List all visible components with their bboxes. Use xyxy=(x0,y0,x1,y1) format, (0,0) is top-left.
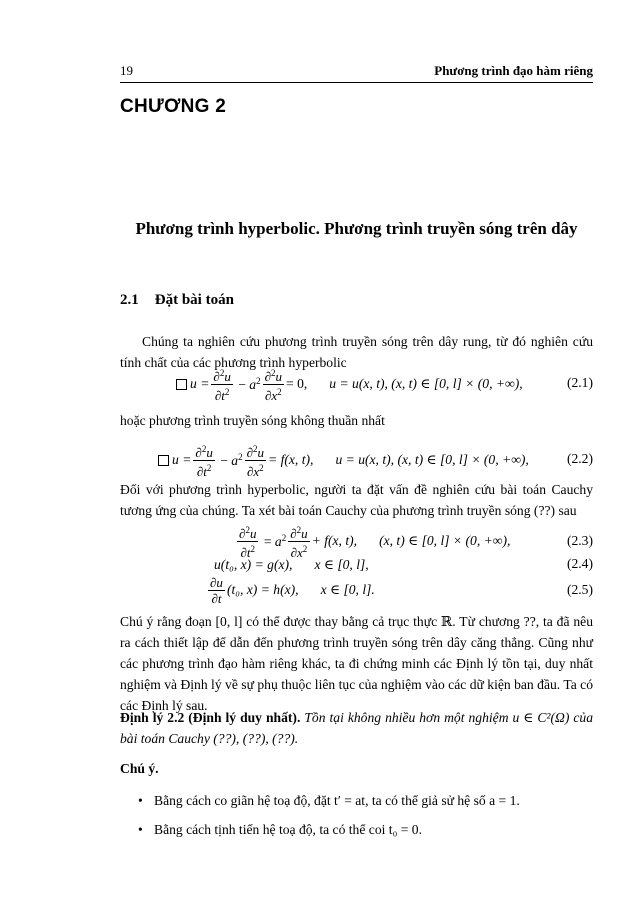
eq-domain: u = u(x, t), (x, t) ∈ [0, l] × (0, +∞), xyxy=(329,376,523,391)
initial-condition-u: u(t₀, x) = g(x), xyxy=(214,557,293,572)
fraction-d2u-dt2: $\frac{\partial^2u}{\partial t^2}$ xyxy=(213,367,231,403)
chapter-title: Phương trình hyperbolic. Phương trình truyền sóng trên dây xyxy=(135,219,578,238)
paragraph-remark: Chú ý rằng đoạn [0, l] có thể được thay bằng cả trục thực ℝ. Từ chương ??, ta đã nêu ra cách thiết lập để dẫn đến phương trình truyền sóng trên dây căng thẳng. Cũng như các phương trình đạo hàm riêng khác, ta đi chứng minh các Định lý tồn tại, duy nhất nghiệm và Định lý về sự phụ thuộc liên tục của nghiệm vào các dữ kiện ban đầu. Ta có các Định lý sau. xyxy=(120,614,593,713)
fraction-d2u-dx2: $\frac{\partial^2u}{\partial x^2}$ xyxy=(246,443,265,479)
paragraph-intro: Chúng ta nghiên cứu phương trình truyền sóng trên dây rung, từ đó nghiên cứu tính chất của các phương trình hyperbolic xyxy=(120,334,593,370)
list-item: • Bằng cách tịnh tiến hệ toạ độ, ta có thể coi t₀ = 0. xyxy=(120,819,593,840)
dalembert-operator-icon xyxy=(176,379,187,390)
theorem-block xyxy=(120,707,593,749)
equation-tag: (2.4) xyxy=(566,556,593,571)
initial-condition-ut: (t₀, x) = h(x), xyxy=(226,582,299,597)
list-item: • Bằng cách co giãn hệ toạ độ, đặt t′ = at, ta có thể giả sử hệ số a = 1. xyxy=(120,790,593,811)
note-list xyxy=(120,782,593,840)
equation-2-5 xyxy=(206,570,375,610)
equation-tag: (2.3) xyxy=(566,533,593,548)
eq-domain: u = u(x, t), (x, t) ∈ [0, l] × (0, +∞), xyxy=(335,452,529,467)
equation-2-3: $\frac{\partial^2u}{\partial t^2}$ = $a^2$ $\frac{\partial^2u}{\partial x^2}$ + f(x, t), (x, t) ∈ [0, l] × (0, +∞), xyxy=(239,524,511,560)
fraction-du-dt: $\frac{\partial u}{\partial t}$ xyxy=(210,574,223,606)
eq-domain: x ∈ [0, l], xyxy=(314,557,369,572)
eq-domain: (x, t) ∈ [0, l] × (0, +∞), xyxy=(379,533,511,548)
page-number: 19 xyxy=(120,63,133,78)
section-heading xyxy=(120,292,234,309)
paragraph-inhomogeneous: hoặc phương trình truyền sóng không thuần nhất xyxy=(120,413,385,428)
equation-tag: (2.5) xyxy=(566,582,593,597)
page-header xyxy=(120,60,593,83)
section-title: Đặt bài toán xyxy=(154,292,234,308)
paragraph-cauchy: Đối với phương trình hyperbolic, người ta đặt vấn đề nghiên cứu bài toán Cauchy tương ứng của chúng. Ta xét bài toán Cauchy của phương trình truyền sóng (??) sau xyxy=(120,482,593,518)
theorem-body: Tồn tại không nhiều hơn một nghiệm u ∈ C²(Ω) của bài toán Cauchy (??), (??), (??). xyxy=(120,710,593,746)
fraction-d2u-dt2: $\frac{\partial^2u}{\partial t^2}$ xyxy=(195,443,213,479)
theorem-heading: Định lý 2.2 (Định lý duy nhất). xyxy=(120,710,301,725)
dalembert-operator-icon xyxy=(158,455,169,466)
eq-rhs: + f(x, t), xyxy=(311,533,358,548)
eq-lhs: u = xyxy=(190,376,210,391)
fraction-d2u-dt2: $\frac{\partial^2u}{\partial t^2}$ xyxy=(239,524,257,560)
equation-tag: (2.1) xyxy=(566,375,593,390)
chapter-label: CHƯƠNG 2 xyxy=(120,96,227,117)
fraction-d2u-dx2: $\frac{\partial^2u}{\partial x^2}$ xyxy=(290,524,308,560)
eq-rhs: = 0, xyxy=(286,376,308,391)
section-number: 2.1 xyxy=(120,292,139,308)
running-title: Phương trình đạo hàm riêng xyxy=(434,63,593,78)
fraction-d2u-dx2: $\frac{\partial^2u}{\partial x^2}$ xyxy=(264,367,283,403)
equation-tag: (2.2) xyxy=(566,451,593,466)
equation-2-2: u = $\frac{\partial^2u}{\partial t^2}$ − $a^2$ $\frac{\partial^2u}{\partial x^2}$ = f(x, t), u = u(x, t), (x, t) ∈ [0, l] × (0, +∞), (2.2) xyxy=(120,440,593,480)
equation-2-1: u = $\frac{\partial^2u}{\partial t^2}$ − $a^2$ $\frac{\partial^2u}{\partial x^2}$ = 0, u = u(x, t), (x, t) ∈ [0, l] × (0, +∞), (2.1) xyxy=(120,364,593,404)
eq-domain: x ∈ [0, l]. xyxy=(320,582,375,597)
eq-lhs: u = xyxy=(172,452,192,467)
note-heading: Chú ý. xyxy=(120,761,159,776)
eq-rhs: = f(x, t), xyxy=(268,452,314,467)
